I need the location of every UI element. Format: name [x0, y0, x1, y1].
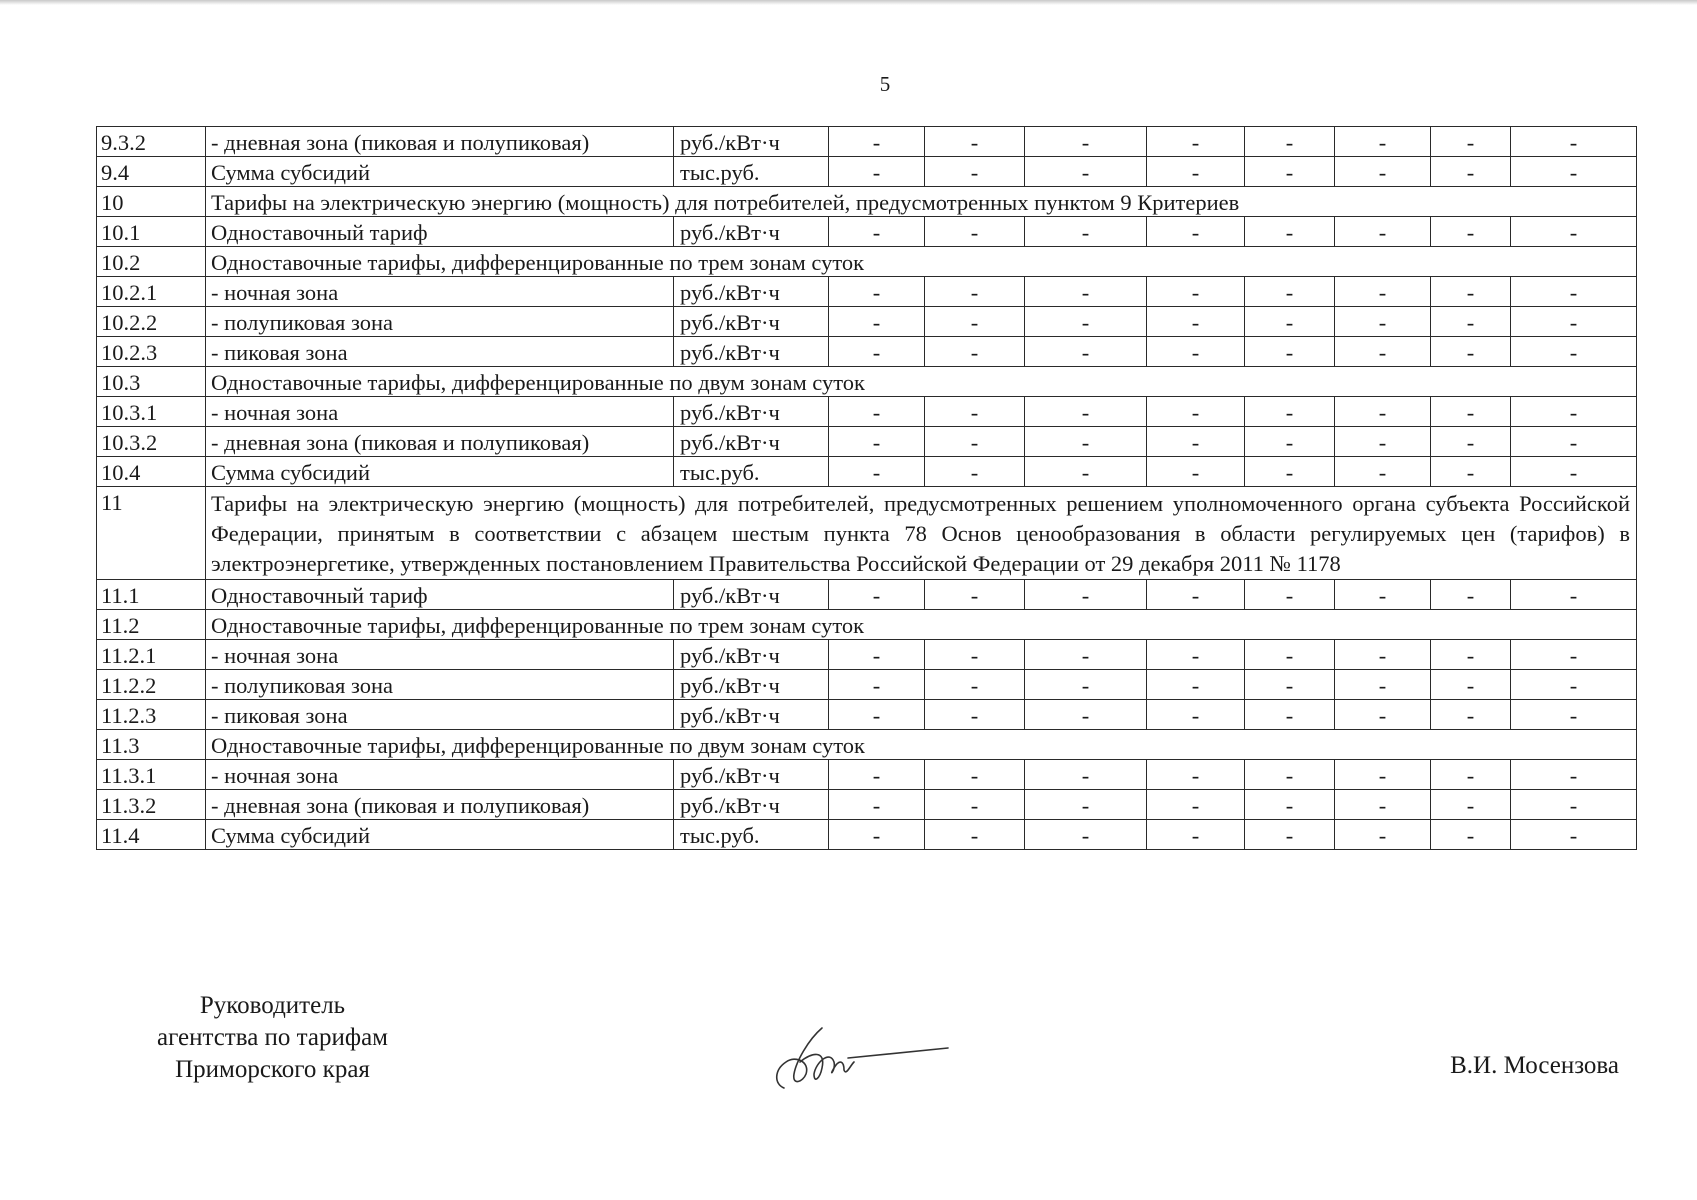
table-row	[97, 457, 1637, 487]
table-row	[97, 247, 1637, 277]
value-cell: -	[925, 670, 1025, 700]
value-cell: -	[1147, 790, 1245, 820]
scan-edge	[0, 0, 1697, 5]
value-cell: -	[829, 307, 925, 337]
value-cell: -	[1245, 790, 1335, 820]
value-cell: -	[1025, 760, 1147, 790]
value-cell: -	[1025, 307, 1147, 337]
row-label: - дневная зона (пиковая и полупиковая)	[206, 427, 674, 457]
signer-name: В.И. Мосензова	[1450, 1052, 1619, 1079]
value-cell: -	[1335, 820, 1431, 850]
table-row	[97, 790, 1637, 820]
value-cell: -	[1147, 457, 1245, 487]
value-cell: -	[1511, 640, 1637, 670]
value-cell: -	[1431, 127, 1511, 157]
unit-cell: тыс.руб.	[674, 820, 829, 850]
handwritten-signature	[770, 1022, 950, 1094]
value-cell: -	[1025, 457, 1147, 487]
value-cell: -	[925, 760, 1025, 790]
unit-cell: руб./кВт·ч	[674, 790, 829, 820]
value-cell: -	[1025, 337, 1147, 367]
value-cell: -	[1147, 580, 1245, 610]
table-row	[97, 700, 1637, 730]
value-cell: -	[1335, 397, 1431, 427]
value-cell: -	[1147, 337, 1245, 367]
value-cell: -	[1431, 820, 1511, 850]
row-label: - ночная зона	[206, 277, 674, 307]
value-cell: -	[1431, 217, 1511, 247]
row-number: 10.3.2	[97, 427, 206, 457]
value-cell: -	[1245, 670, 1335, 700]
value-cell: -	[1245, 820, 1335, 850]
value-cell: -	[1245, 457, 1335, 487]
row-label: - полупиковая зона	[206, 307, 674, 337]
value-cell: -	[925, 820, 1025, 850]
row-number: 9.4	[97, 157, 206, 187]
value-cell: -	[829, 640, 925, 670]
unit-cell: руб./кВт·ч	[674, 337, 829, 367]
table-row	[97, 640, 1637, 670]
value-cell: -	[1147, 397, 1245, 427]
unit-cell: руб./кВт·ч	[674, 127, 829, 157]
unit-cell: руб./кВт·ч	[674, 427, 829, 457]
value-cell: -	[1025, 640, 1147, 670]
row-label: - ночная зона	[206, 397, 674, 427]
value-cell: -	[1025, 790, 1147, 820]
value-cell: -	[1335, 307, 1431, 337]
unit-cell: руб./кВт·ч	[674, 640, 829, 670]
table-row	[97, 157, 1637, 187]
unit-cell: тыс.руб.	[674, 157, 829, 187]
value-cell: -	[1335, 217, 1431, 247]
section-heading: Одноставочные тарифы, дифференцированные по трем зонам суток	[206, 247, 1637, 277]
value-cell: -	[925, 397, 1025, 427]
table-row	[97, 670, 1637, 700]
table-row	[97, 730, 1637, 760]
table-row	[97, 277, 1637, 307]
value-cell: -	[1511, 457, 1637, 487]
row-label: - дневная зона (пиковая и полупиковая)	[206, 127, 674, 157]
value-cell: -	[1245, 580, 1335, 610]
value-cell: -	[1025, 397, 1147, 427]
value-cell: -	[1511, 307, 1637, 337]
row-number: 10.4	[97, 457, 206, 487]
value-cell: -	[1147, 427, 1245, 457]
row-number: 11.2.1	[97, 640, 206, 670]
row-number: 11	[97, 487, 206, 580]
value-cell: -	[829, 127, 925, 157]
row-number: 11.1	[97, 580, 206, 610]
value-cell: -	[1511, 670, 1637, 700]
value-cell: -	[1147, 277, 1245, 307]
value-cell: -	[1335, 640, 1431, 670]
row-number: 11.3.2	[97, 790, 206, 820]
value-cell: -	[1025, 820, 1147, 850]
value-cell: -	[925, 127, 1025, 157]
row-label: Одноставочный тариф	[206, 580, 674, 610]
value-cell: -	[1431, 307, 1511, 337]
row-number: 10.2.3	[97, 337, 206, 367]
row-number: 11.2.3	[97, 700, 206, 730]
section-heading: Одноставочные тарифы, дифференцированные по двум зонам суток	[206, 730, 1637, 760]
row-number: 10.1	[97, 217, 206, 247]
value-cell: -	[1025, 217, 1147, 247]
value-cell: -	[829, 277, 925, 307]
table-row	[97, 217, 1637, 247]
table-row	[97, 760, 1637, 790]
value-cell: -	[925, 427, 1025, 457]
section-heading: Тарифы на электрическую энергию (мощность) для потребителей, предусмотренных пунктом 9 Критериев	[206, 187, 1637, 217]
value-cell: -	[1335, 700, 1431, 730]
value-cell: -	[1511, 337, 1637, 367]
value-cell: -	[1431, 427, 1511, 457]
value-cell: -	[829, 760, 925, 790]
value-cell: -	[925, 337, 1025, 367]
value-cell: -	[829, 427, 925, 457]
value-cell: -	[925, 157, 1025, 187]
value-cell: -	[1147, 820, 1245, 850]
value-cell: -	[1245, 277, 1335, 307]
row-number: 10.2.2	[97, 307, 206, 337]
value-cell: -	[1335, 427, 1431, 457]
value-cell: -	[829, 457, 925, 487]
value-cell: -	[829, 790, 925, 820]
signer-position-line: Приморского края	[175, 1056, 370, 1083]
value-cell: -	[1511, 760, 1637, 790]
value-cell: -	[1025, 700, 1147, 730]
row-number: 10.3	[97, 367, 206, 397]
unit-cell: тыс.руб.	[674, 457, 829, 487]
value-cell: -	[1511, 427, 1637, 457]
value-cell: -	[1335, 760, 1431, 790]
value-cell: -	[829, 820, 925, 850]
signer-position	[130, 990, 415, 1086]
value-cell: -	[1147, 700, 1245, 730]
value-cell: -	[1511, 397, 1637, 427]
value-cell: -	[1147, 640, 1245, 670]
unit-cell: руб./кВт·ч	[674, 217, 829, 247]
value-cell: -	[925, 700, 1025, 730]
value-cell: -	[829, 217, 925, 247]
signer-position-line: Руководитель	[199, 992, 346, 1019]
page-number: 5	[879, 72, 891, 96]
value-cell: -	[1025, 277, 1147, 307]
row-number: 11.2	[97, 610, 206, 640]
row-label: - пиковая зона	[206, 700, 674, 730]
unit-cell: руб./кВт·ч	[674, 670, 829, 700]
value-cell: -	[829, 337, 925, 367]
row-number: 11.3	[97, 730, 206, 760]
row-label: Сумма субсидий	[206, 457, 674, 487]
table-row	[97, 187, 1637, 217]
value-cell: -	[1511, 217, 1637, 247]
value-cell: -	[1245, 307, 1335, 337]
unit-cell: руб./кВт·ч	[674, 580, 829, 610]
value-cell: -	[1245, 157, 1335, 187]
value-cell: -	[1147, 760, 1245, 790]
table-row	[97, 820, 1637, 850]
value-cell: -	[1335, 337, 1431, 367]
value-cell: -	[1335, 670, 1431, 700]
value-cell: -	[829, 670, 925, 700]
section-heading: Одноставочные тарифы, дифференцированные по двум зонам суток	[206, 367, 1637, 397]
value-cell: -	[829, 580, 925, 610]
value-cell: -	[1147, 157, 1245, 187]
value-cell: -	[1431, 760, 1511, 790]
value-cell: -	[1025, 157, 1147, 187]
value-cell: -	[925, 790, 1025, 820]
value-cell: -	[1335, 277, 1431, 307]
value-cell: -	[1245, 427, 1335, 457]
row-number: 10.2	[97, 247, 206, 277]
unit-cell: руб./кВт·ч	[674, 397, 829, 427]
table-row	[97, 397, 1637, 427]
value-cell: -	[1431, 277, 1511, 307]
table-row	[97, 307, 1637, 337]
value-cell: -	[1431, 640, 1511, 670]
tariff-table-body	[97, 127, 1637, 850]
tariff-table	[96, 126, 1637, 850]
table-row	[97, 487, 1637, 580]
value-cell: -	[1147, 127, 1245, 157]
value-cell: -	[925, 277, 1025, 307]
value-cell: -	[925, 457, 1025, 487]
value-cell: -	[1335, 580, 1431, 610]
value-cell: -	[1147, 307, 1245, 337]
table-row	[97, 427, 1637, 457]
value-cell: -	[1025, 427, 1147, 457]
row-number: 11.4	[97, 820, 206, 850]
value-cell: -	[925, 640, 1025, 670]
value-cell: -	[1335, 457, 1431, 487]
value-cell: -	[1511, 580, 1637, 610]
value-cell: -	[1245, 640, 1335, 670]
value-cell: -	[829, 157, 925, 187]
value-cell: -	[925, 217, 1025, 247]
value-cell: -	[1511, 790, 1637, 820]
row-number: 9.3.2	[97, 127, 206, 157]
row-label: - полупиковая зона	[206, 670, 674, 700]
row-label: Сумма субсидий	[206, 157, 674, 187]
row-number: 11.2.2	[97, 670, 206, 700]
value-cell: -	[1335, 127, 1431, 157]
value-cell: -	[1511, 277, 1637, 307]
value-cell: -	[1431, 670, 1511, 700]
value-cell: -	[1431, 790, 1511, 820]
unit-cell: руб./кВт·ч	[674, 277, 829, 307]
unit-cell: руб./кВт·ч	[674, 760, 829, 790]
value-cell: -	[925, 580, 1025, 610]
value-cell: -	[1245, 700, 1335, 730]
row-label: Сумма субсидий	[206, 820, 674, 850]
value-cell: -	[829, 397, 925, 427]
value-cell: -	[1431, 457, 1511, 487]
row-label: - дневная зона (пиковая и полупиковая)	[206, 790, 674, 820]
row-number: 10.2.1	[97, 277, 206, 307]
value-cell: -	[1335, 157, 1431, 187]
value-cell: -	[925, 307, 1025, 337]
value-cell: -	[1511, 820, 1637, 850]
row-number: 10	[97, 187, 206, 217]
value-cell: -	[1245, 217, 1335, 247]
table-row	[97, 367, 1637, 397]
value-cell: -	[1511, 700, 1637, 730]
row-label: - ночная зона	[206, 640, 674, 670]
row-label: - ночная зона	[206, 760, 674, 790]
value-cell: -	[1025, 127, 1147, 157]
value-cell: -	[1431, 580, 1511, 610]
table-row	[97, 580, 1637, 610]
value-cell: -	[1431, 337, 1511, 367]
value-cell: -	[1025, 580, 1147, 610]
table-row	[97, 337, 1637, 367]
table-row	[97, 127, 1637, 157]
value-cell: -	[1245, 397, 1335, 427]
value-cell: -	[1431, 700, 1511, 730]
value-cell: -	[1335, 790, 1431, 820]
value-cell: -	[1245, 127, 1335, 157]
value-cell: -	[1511, 157, 1637, 187]
value-cell: -	[1147, 217, 1245, 247]
row-label: Одноставочный тариф	[206, 217, 674, 247]
value-cell: -	[1147, 670, 1245, 700]
unit-cell: руб./кВт·ч	[674, 307, 829, 337]
unit-cell: руб./кВт·ч	[674, 700, 829, 730]
value-cell: -	[829, 700, 925, 730]
table-row	[97, 610, 1637, 640]
value-cell: -	[1025, 670, 1147, 700]
signer-position-line: агентства по тарифам	[156, 1024, 389, 1051]
value-cell: -	[1245, 760, 1335, 790]
value-cell: -	[1245, 337, 1335, 367]
row-number: 10.3.1	[97, 397, 206, 427]
section-description: Тарифы на электрическую энергию (мощность) для потребителей, предусмотренных решением уполномоченного органа субъекта Российской Федерации, принятым в соответствии с абзацем шестым пункта 78 Основ ценообразования в области регулируемых цен (тарифов) в электроэнергетике, утвержденных постановлением Правительства Российской Федерации от 29 декабря 2011 № 1178	[206, 487, 1637, 580]
row-number: 11.3.1	[97, 760, 206, 790]
section-heading: Одноставочные тарифы, дифференцированные по трем зонам суток	[206, 610, 1637, 640]
row-label: - пиковая зона	[206, 337, 674, 367]
value-cell: -	[1511, 127, 1637, 157]
value-cell: -	[1431, 397, 1511, 427]
value-cell: -	[1431, 157, 1511, 187]
